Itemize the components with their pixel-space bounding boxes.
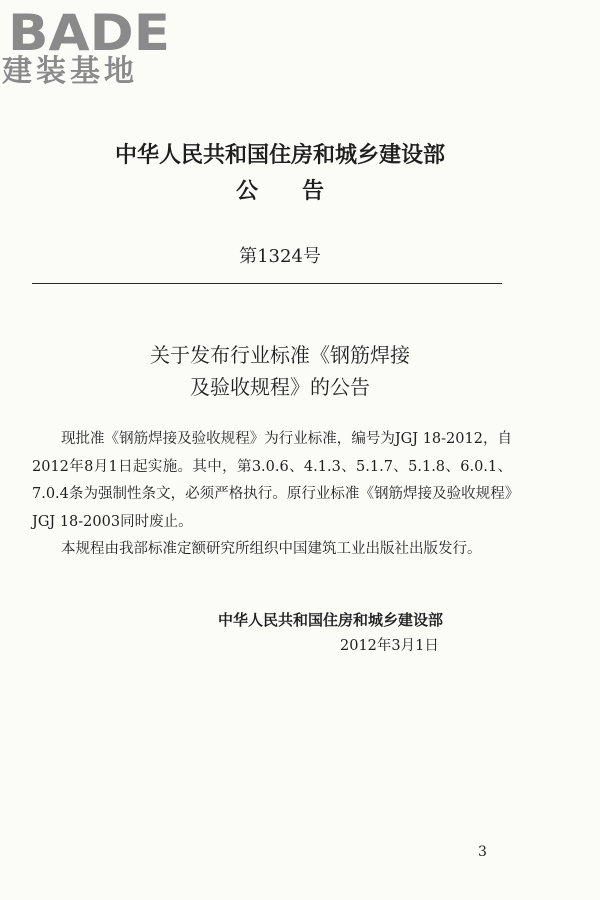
issuer-name: 中华人民共和国住房和城乡建设部 <box>218 611 444 629</box>
bade-logo <box>8 4 173 56</box>
bade-logo-text: BADE <box>8 4 170 56</box>
document-number: 第1324号 <box>239 246 321 267</box>
bade-logo-mark <box>8 4 173 56</box>
page-number: 3 <box>478 844 487 860</box>
ministry-title: 中华人民共和国住房和城乡建设部 <box>114 142 445 168</box>
document-title-line-1: 关于发布行业标准《钢筋焊接 <box>150 343 410 367</box>
document-title-line-2: 及验收规程》的公告 <box>190 375 370 399</box>
body-paragraph-2: 本规程由我部标准定额研究所组织中国建筑工业出版社出版发行。 <box>61 541 482 557</box>
announcement-label: 公告 <box>235 178 368 204</box>
body-text <box>32 426 512 564</box>
logo-subtitle: 建装基地 <box>2 54 138 89</box>
header-divider <box>32 283 502 284</box>
issue-date: 2012年3月1日 <box>340 638 439 654</box>
body-paragraph-1: 现批准《钢筋焊接及验收规程》为行业标准，编号为JGJ 18-2012，自2012年8月1日起实施。其中，第3.0.6、4.1.3、5.1.7、5.1.8、6.0.1、7.0.4条为强制性条文，必须严格执行。原行业标准《钢筋焊接及验收规程》JGJ 18-2003同时废止。 <box>32 431 512 530</box>
